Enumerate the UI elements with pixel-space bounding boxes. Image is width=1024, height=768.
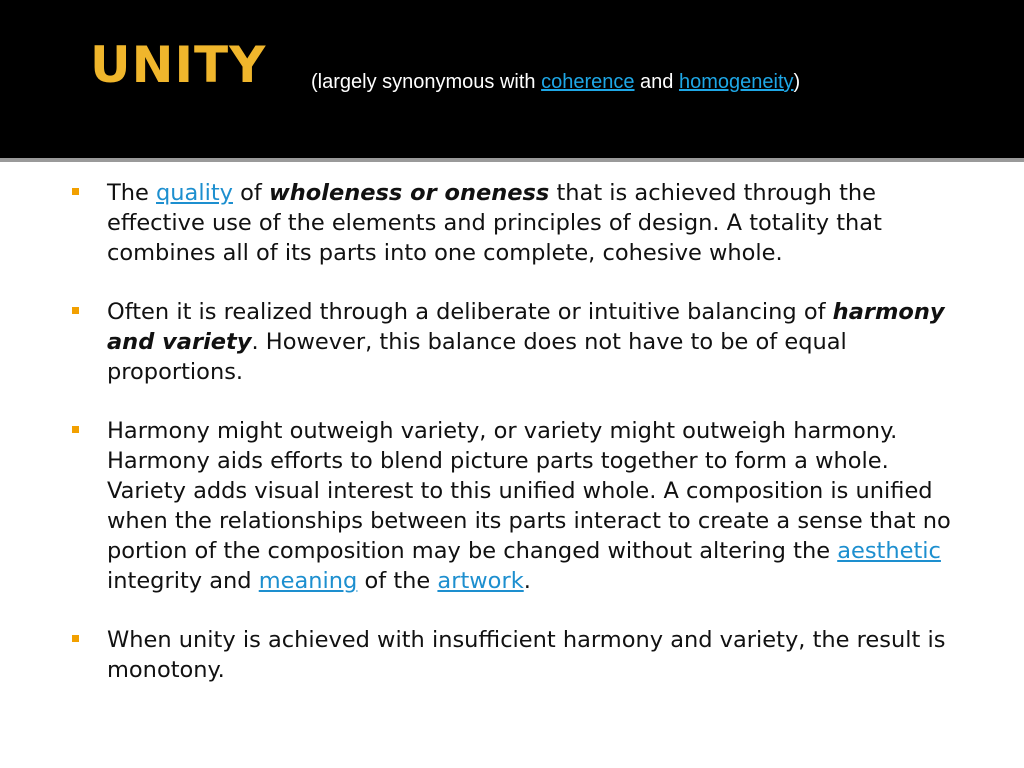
- bullet-2-text-a: Often it is realized through a deliberate or intuitive balancing of: [107, 299, 833, 325]
- bullet-item-3: [70, 416, 960, 596]
- bullet-item-2: [70, 297, 960, 387]
- bullet-marker-icon: [72, 426, 79, 433]
- bullet-item-4: [70, 625, 960, 685]
- bullet-3-text-b: integrity and: [107, 568, 259, 594]
- bullet-2-text-b: . However, this balance does not have to be of equal proportions.: [107, 329, 847, 385]
- coherence-link[interactable]: coherence: [541, 71, 635, 93]
- artwork-link[interactable]: artwork: [437, 568, 524, 594]
- subtitle-suffix: ): [793, 71, 801, 93]
- bullet-marker-icon: [72, 307, 79, 314]
- slide-subtitle: [311, 70, 800, 94]
- quality-link[interactable]: quality: [156, 180, 233, 206]
- bullet-list: [70, 178, 960, 714]
- bullet-4-text: When unity is achieved with insufficient harmony and variety, the result is monotony.: [107, 627, 946, 683]
- aesthetic-link[interactable]: aesthetic: [837, 538, 941, 564]
- bullet-1-emphasis: wholeness or oneness: [268, 180, 550, 206]
- bullet-1-text-a: The: [107, 180, 156, 206]
- homogeneity-link[interactable]: homogeneity: [678, 71, 794, 93]
- bullet-3-text-a: Harmony might outweigh variety, or variety might outweigh harmony. Harmony aids efforts to blend picture parts together to form a whole. Variety adds visual interest to this unified whole. A composition is unified when the relationships between its parts interact to create a sense that no portion of the composition may be changed without altering the: [107, 418, 951, 564]
- bullet-marker-icon: [72, 188, 79, 195]
- slide-title: UNITY: [90, 36, 267, 94]
- bullet-2-emphasis: harmony and variety: [107, 299, 945, 355]
- meaning-link[interactable]: meaning: [258, 568, 358, 594]
- bullet-3-text-c: of the: [357, 568, 438, 594]
- slide-body: [0, 166, 1024, 768]
- slide-header: [0, 0, 1024, 159]
- bullet-1-text-b: of: [232, 180, 269, 206]
- subtitle-middle: and: [634, 71, 679, 93]
- subtitle-prefix: (largely synonymous with: [311, 71, 542, 93]
- bullet-marker-icon: [72, 635, 79, 642]
- bullet-item-1: [70, 178, 960, 268]
- bullet-3-text-d: .: [523, 568, 531, 594]
- bullet-1-text-c: that is achieved through the effective use of the elements and principles of design. A totality that combines all of its parts into one complete, cohesive whole.: [107, 180, 882, 266]
